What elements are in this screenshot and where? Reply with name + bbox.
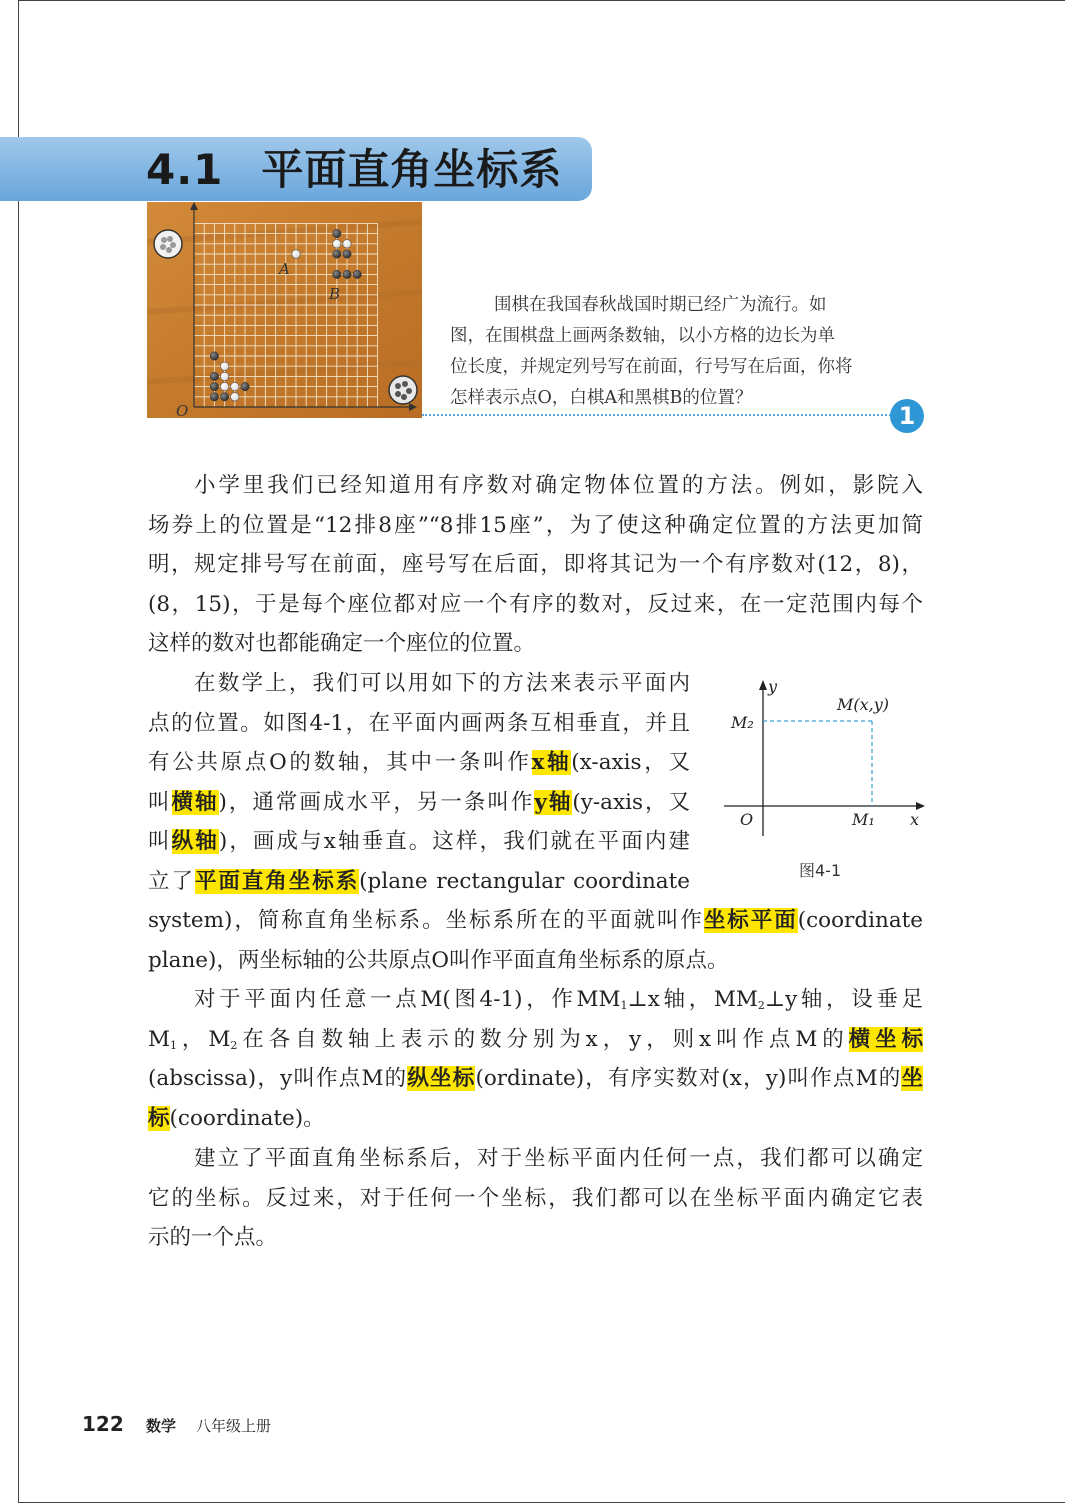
figure-caption: 图4-1: [799, 861, 842, 880]
para1-line-5: 这样的数对也都能确定一个座位的位置。: [148, 631, 536, 656]
black-stone: [353, 270, 361, 278]
section-title-text: 平面直角坐标系: [261, 145, 563, 194]
white-stone: [231, 393, 239, 401]
para4-line-3: 示的一个点。: [148, 1225, 278, 1250]
black-stone: [241, 382, 249, 390]
para2-line-6: 立了平面直角坐标系(plane rectangular coordinate: [148, 868, 690, 894]
para2-line-7: system)，简称直角坐标系。坐标系所在的平面就叫作坐标平面(coordinate: [148, 908, 923, 933]
board-label-b: B: [329, 285, 341, 303]
black-stone: [333, 229, 341, 237]
paragraph-2: [148, 664, 690, 901]
black-stone: [343, 250, 351, 258]
term-coordinate-system: 平面直角坐标系: [194, 868, 360, 894]
fig-point-m-label: M(x,y): [837, 695, 890, 714]
white-stone: [292, 250, 300, 258]
page-border-bottom: [18, 1502, 1065, 1503]
fig-m2-label: M₂: [731, 713, 754, 732]
fig-x-label: x: [910, 810, 920, 829]
intro-line-1: 围棋在我国春秋战国时期已经广为流行。如: [494, 295, 827, 315]
page-border-top: [18, 0, 1065, 1]
page-number: 122: [82, 1412, 124, 1436]
para2-line-3: 有公共原点O的数轴，其中一条叫作x轴(x-axis，又: [148, 750, 690, 775]
paragraph-1: [148, 466, 923, 664]
white-stone: [220, 382, 228, 390]
white-stone: [343, 240, 351, 248]
para3-line-1: 对于平面内任意一点M(图4-1)，作$MM_1\perp x$轴，$MM_2\perp y$轴，设垂足: [194, 987, 923, 1012]
para3-line-2: $M_1$，$M_2$在各自数轴上表示的数分别为x，y，则x叫作点M的横坐标: [148, 1026, 924, 1052]
black-stone: [210, 372, 218, 380]
term-coordinate-part2: 标: [148, 1105, 170, 1131]
go-board-illustration: [147, 202, 422, 418]
paragraph-4: [148, 1139, 923, 1258]
board-label-a: A: [279, 260, 290, 278]
para4-line-1: 建立了平面直角坐标系后，对于坐标平面内任何一点，我们都可以确定: [194, 1146, 923, 1171]
term-y-axis: y轴: [534, 789, 573, 815]
intro-line-4: 怎样表示点O，白棋A和黑棋B的位置？: [450, 388, 753, 408]
board-label-o: O: [176, 402, 189, 418]
paragraph-2-cont: [148, 901, 923, 980]
fig-y-label: y: [768, 677, 778, 696]
para2-line-8: plane)，两坐标轴的公共原点O叫作平面直角坐标系的原点。: [148, 947, 729, 973]
para3-line-4: 标(coordinate)。: [148, 1105, 325, 1131]
term-abscissa: 横坐标: [848, 1026, 924, 1052]
black-stone: [210, 352, 218, 360]
term-horizontal-axis: 横轴: [171, 789, 219, 815]
section-title: [146, 140, 562, 200]
footer-grade: 八年级上册: [196, 1417, 272, 1435]
black-stone: [333, 250, 341, 258]
intro-line-2: 图，在围棋盘上画两条数轴，以小方格的边长为单: [450, 326, 835, 346]
black-stone: [333, 270, 341, 278]
para2-line-1: 在数学上，我们可以用如下的方法来表示平面内: [194, 671, 690, 696]
footer-subject: 数学: [146, 1417, 177, 1435]
figure-4-1-coordinate-system: [720, 676, 930, 846]
term-coordinate-part1: 坐: [901, 1066, 923, 1091]
fig-m1-label: M₁: [852, 810, 875, 829]
para1-line-1: 小学里我们已经知道用有序数对确定物体位置的方法。例如，影院入: [194, 473, 923, 498]
black-stone: [210, 393, 218, 401]
intro-line-3: 位长度，并规定列号写在前面，行号写在后面，你将: [450, 357, 853, 377]
para1-line-2: 场券上的位置是“12排8座”“8排15座”，为了使这种确定位置的方法更加简: [148, 512, 923, 538]
intro-dotted-rule: [422, 414, 898, 416]
fig-y-arrow: [759, 680, 767, 690]
black-stone: [220, 393, 228, 401]
white-stone: [333, 240, 341, 248]
fig-x-arrow: [916, 802, 925, 810]
term-x-axis: x轴: [531, 750, 572, 775]
para1-line-3: 明，规定排号写在前面，座号写在后面，即将其记为一个有序数对(12，8)，: [148, 552, 923, 577]
intro-text: [450, 290, 890, 414]
para2-line-2: 点的位置。如图4-1，在平面内画两条互相垂直，并且: [148, 710, 690, 736]
page-border-left: [18, 0, 19, 1502]
term-coordinate-plane: 坐标平面: [703, 908, 798, 933]
para2-line-5: 叫纵轴)，画成与x轴垂直。这样，我们就在平面内建: [148, 829, 690, 854]
paragraph-3: [148, 980, 923, 1138]
white-stone: [220, 362, 228, 370]
para2-line-4: 叫横轴)，通常画成水平，另一条叫作y轴(y-axis，又: [148, 789, 690, 815]
para4-line-2: 它的坐标。反过来，对于任何一个坐标，我们都可以在坐标平面内确定它表: [148, 1185, 923, 1211]
para1-line-4: (8，15)，于是每个座位都对应一个有序的数对，反过来，在一定范围内每个: [148, 591, 923, 617]
black-stone: [343, 270, 351, 278]
fig-origin-label: O: [740, 810, 754, 829]
question-number-badge: 1: [890, 399, 924, 433]
term-vertical-axis: 纵轴: [171, 829, 219, 854]
white-stone: [220, 372, 228, 380]
white-stone: [231, 382, 239, 390]
term-ordinate: 纵坐标: [407, 1066, 476, 1091]
black-stone: [210, 382, 218, 390]
para3-line-3: (abscissa)，y叫作点M的纵坐标(ordinate)，有序实数对(x，y)叫作点M的坐: [148, 1066, 923, 1091]
section-number: 4.1: [146, 145, 224, 194]
